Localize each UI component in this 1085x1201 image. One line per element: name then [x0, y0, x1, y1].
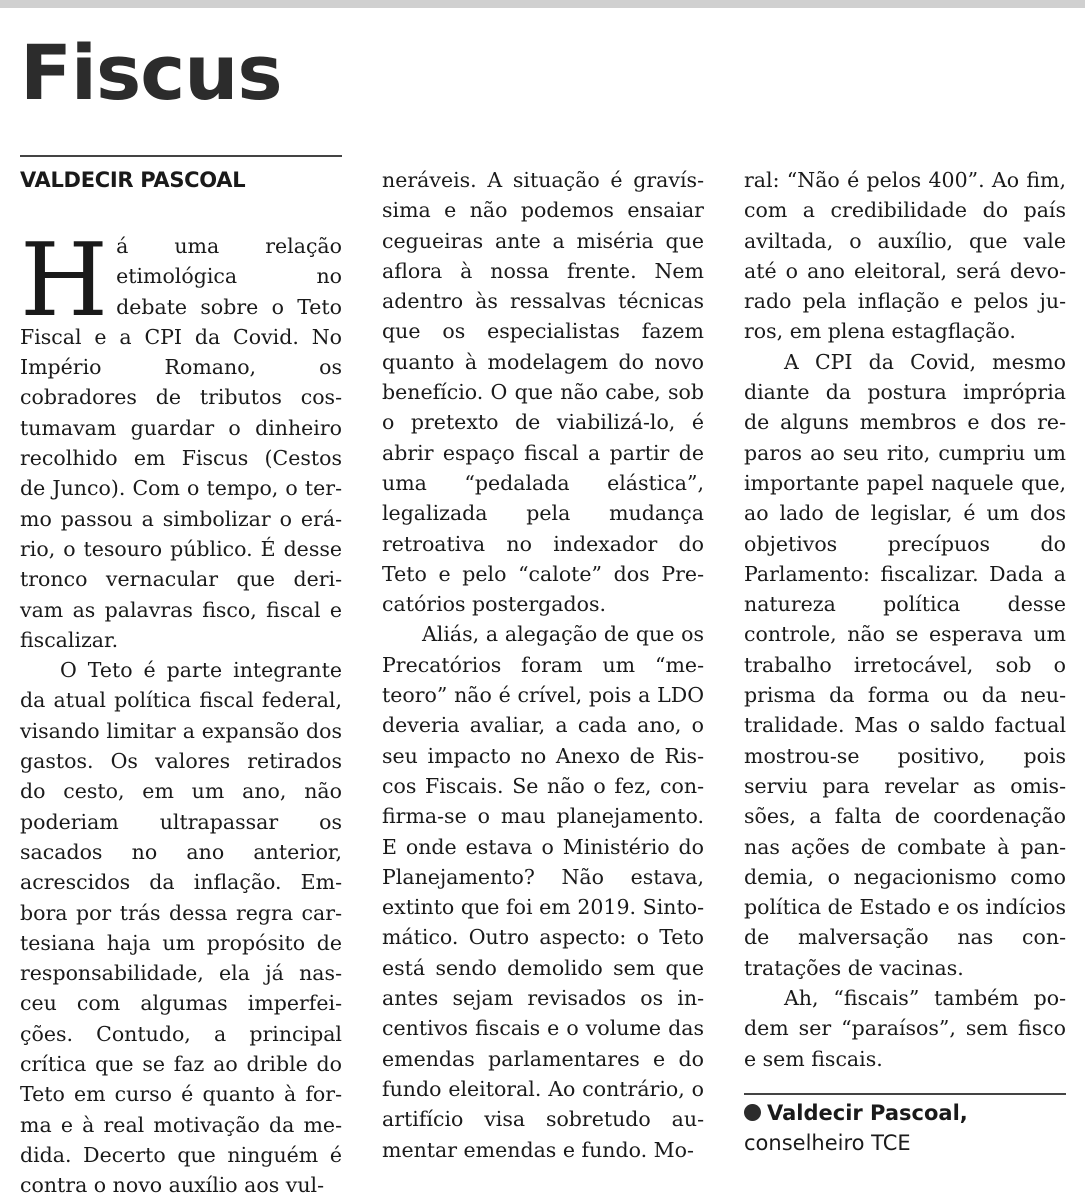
- column-2: [382, 165, 704, 1165]
- paragraph: Ah, “fiscais” também podem ser “paraísos”, sem fisco e sem fiscais.: [744, 986, 1066, 1071]
- paragraph: Aliás, a alegação de que os Precatórios foram um “meteoro” não é crível, pois a LDO deveria avaliar, a cada ano, o seu impacto no Anexo de Riscos Fiscais. Se não o fez, confirma-se o mau planejamento. E onde estava o Ministério do Planejamento? Não estava, extinto que foi em 2019. Sintomático. Outro aspecto: o Teto está sendo demolido sem que antes sejam revisados os incentivos fiscais e o volume das emendas parlamentares e do fundo eleitoral. Ao contrário, o artifício visa sobretudo aumentar emendas e fundo. Mo-: [382, 622, 704, 1162]
- drop-cap: H: [20, 221, 109, 339]
- paragraph: [20, 221, 342, 655]
- paragraph: A CPI da Covid, mesmo diante da postura imprópria de alguns membros e dos reparos ao seu rito, cumpriu um importante papel naquele que, ao lado de legislar, é um dos objetivos precípuos do Parlamento: fiscalizar. Dada a natureza política desse controle, não se esperava um trabalho irretocável, sob o prisma da forma ou da neutralidade. Mas o saldo factual mostrou-se positivo, pois serviu para revelar as omissões, a falta de coordenação nas ações de combate à pandemia, o negacionismo como política de Estado e os indícios de malversação nas contratações de vacinas.: [744, 349, 1066, 980]
- signature-role: conselheiro TCE: [744, 1131, 911, 1155]
- article-title: Fiscus: [20, 28, 282, 117]
- paragraph: ral: “Não é pelos 400”. Ao fim, com a credibilidade do país aviltada, o auxílio, que vale até o ano eleitoral, será devorado pela inflação e pelos juros, em plena estagflação.: [744, 168, 1066, 344]
- author-byline: VALDECIR PASCOAL: [20, 168, 246, 192]
- column-1: [20, 165, 342, 1201]
- paragraph: O Teto é parte integrante da atual política fiscal federal, visando limitar a expansão dos gastos. Os valores retirados do cesto, em um ano, não poderiam ultrapassar os sacados no ano anterior, acrescidos da inflação. Embora por trás dessa regra cartesiana haja um propósito de responsabilidade, ela já nasceu com algumas imperfeições. Contudo, a principal crítica que se faz ao drible do Teto em curso é quanto à forma e à real motivação da medida. Decerto que ninguém é contra o novo auxílio aos vul-: [20, 658, 342, 1198]
- bullet-icon: [744, 1104, 761, 1121]
- signature: [744, 1098, 1066, 1158]
- top-bar: [0, 0, 1085, 8]
- column-3: [744, 165, 1066, 1074]
- paragraph: neráveis. A situação é gravíssima e não podemos ensaiar cegueiras ante a miséria que aflora à nossa frente. Nem adentro às ressalvas técnicas que os especialistas fazem quanto à modelagem do novo benefício. O que não cabe, sob o pretexto de viabilizá-lo, é abrir espaço fiscal a partir de uma “pedalada elástica”, legalizada pela mudança retroativa no indexador do Teto e pelo “calote” dos Precatórios postergados.: [382, 168, 704, 617]
- signature-rule: [744, 1093, 1066, 1095]
- signature-name: Valdecir Pascoal,: [767, 1101, 968, 1125]
- byline-rule: [20, 155, 342, 157]
- paragraph-text: á uma relação etimológica no debate sobre o Teto Fiscal e a CPI da Covid. No Império Romano, os cobradores de tributos costumavam guardar o dinheiro recolhido em Fiscus (Cestos de Junco). Com o tempo, o termo passou a simbolizar o erário, o tesouro público. É desse tronco vernacular que derivam as palavras fisco, fiscal e fiscalizar.: [20, 234, 342, 652]
